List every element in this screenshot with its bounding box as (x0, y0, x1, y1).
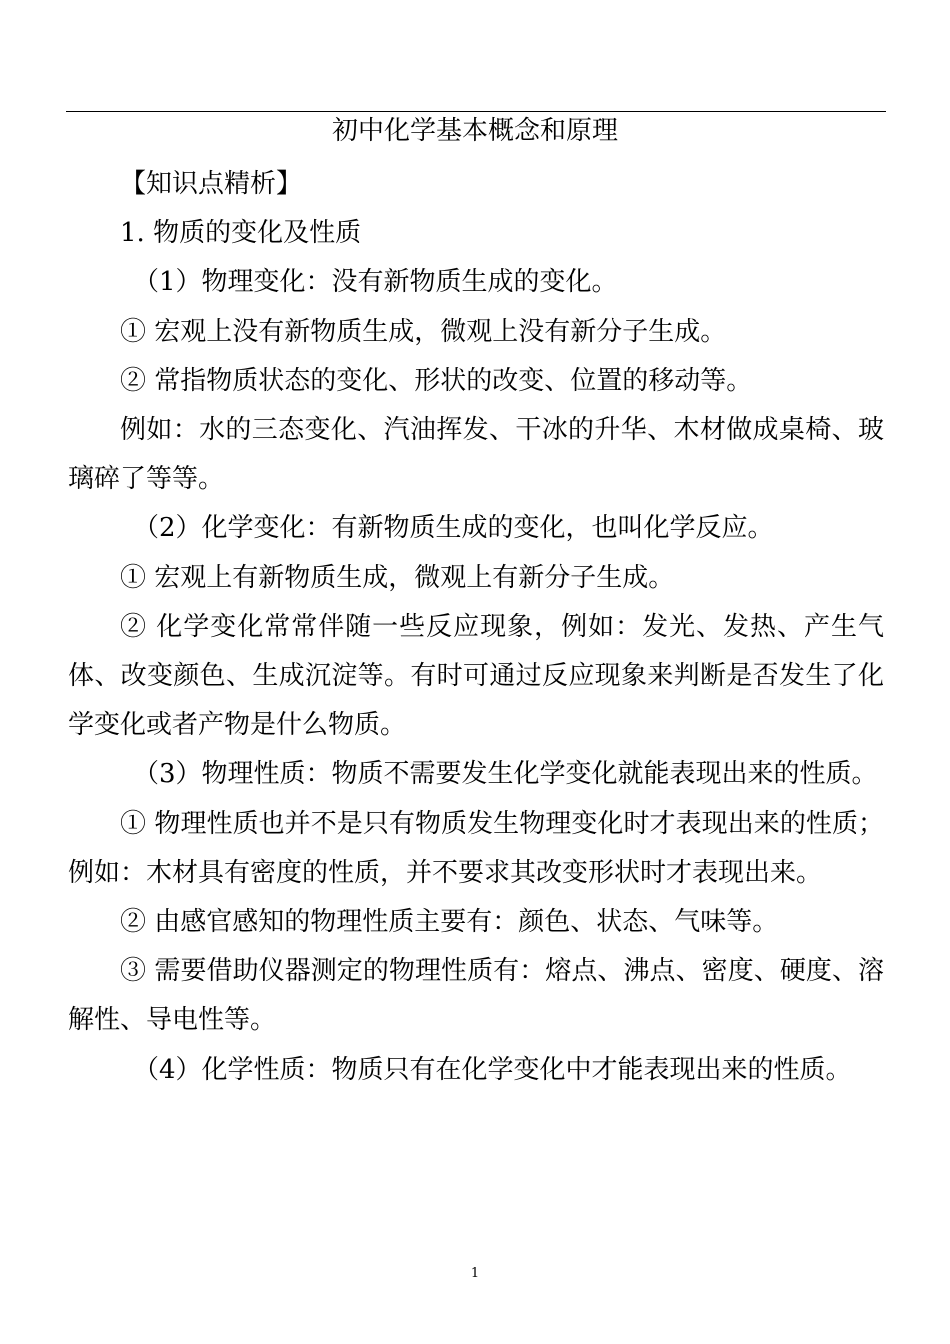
paragraph-physical-property-point-2: ② 由感官感知的物理性质主要有：颜色、状态、气味等。 (120, 907, 779, 938)
paragraph-physical-property-point-3: ③ 需要借助仪器测定的物理性质有：熔点、沸点、密度、硬度、溶解性、导电性等。 (68, 956, 884, 1036)
section-heading: 【知识点精析】 (120, 169, 303, 199)
paragraph-physical-change: （1）物理变化：没有新物质生成的变化。 (133, 267, 618, 298)
paragraph-chemical-change-point-2: ② 化学变化常常伴随一些反应现象，例如：发光、发热、产生气体、改变颜色、生成沉淀等。有时可通过反应现象来判断是否发生了化学变化或者产物是什么物质。 (68, 611, 884, 741)
paragraph-physical-change-example: 例如：水的三态变化、汽油挥发、干冰的升华、木材做成桌椅、玻璃碎了等等。 (68, 415, 884, 495)
page-title: 初中化学基本概念和原理 (331, 116, 618, 146)
paragraph-physical-change-point-1: ① 宏观上没有新物质生成，微观上没有新分子生成。 (120, 316, 727, 347)
paragraph-chemical-change: （2）化学变化：有新物质生成的变化，也叫化学反应。 (133, 513, 774, 544)
page-number: 1 (470, 1266, 480, 1281)
paragraph-physical-property: （3）物理性质：物质不需要发生化学变化就能表现出来的性质。 (133, 759, 878, 790)
topic-heading: 1. 物质的变化及性质 (120, 218, 362, 249)
header-rule (66, 111, 886, 112)
paragraph-physical-property-point-1: ① 物理性质也并不是只有物质发生物理变化时才表现出来的性质；例如：木材具有密度的性质，并不要求其改变形状时才表现出来。 (68, 808, 884, 888)
paragraph-chemical-change-point-1: ① 宏观上有新物质生成，微观上有新分子生成。 (120, 562, 675, 593)
document-body (68, 160, 884, 1095)
paragraph-physical-change-point-2: ② 常指物质状态的变化、形状的改变、位置的移动等。 (120, 365, 753, 396)
paragraph-chemical-property: （4）化学性质：物质只有在化学变化中才能表现出来的性质。 (133, 1054, 852, 1085)
